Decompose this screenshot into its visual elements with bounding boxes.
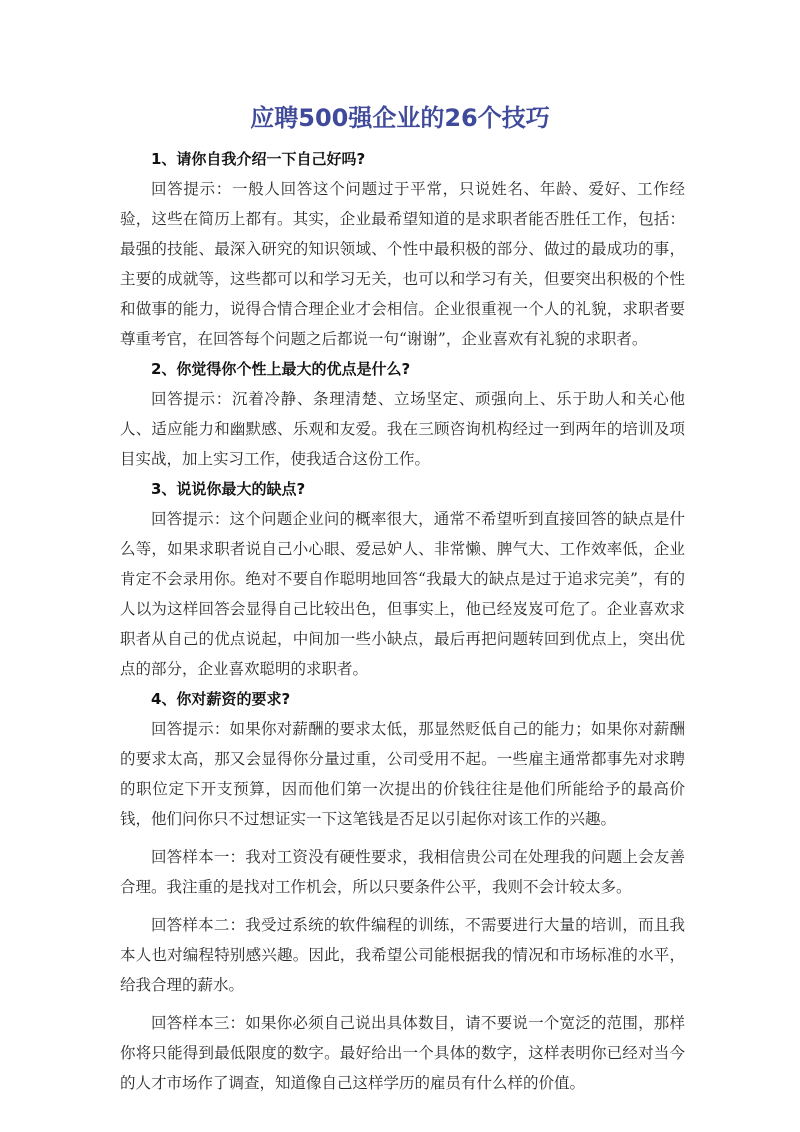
question-heading-2: 2、你觉得你个性上最大的优点是什么? bbox=[151, 360, 411, 378]
answer-paragraph: 回答提示：沉着冷静、条理清楚、立场坚定、顽强向上、乐于助人和关心他人、适应能力和幽默感、乐观和友爱。我在三顾咨询机构经过一到两年的培训及项目实战，加上实习工作，使我适合这份工作。 bbox=[120, 390, 685, 468]
answer-paragraph: 回答提示：一般人回答这个问题过于平常，只说姓名、年龄、爱好、工作经验，这些在简历上都有。其实，企业最希望知道的是求职者能否胜任工作，包括：最强的技能、最深入研究的知识领域、个性中最积极的部分、做过的最成功的事，主要的成就等，这些都可以和学习无关，也可以和学习有关，但要突出积极的个性和做事的能力，说得合情合理企业才会相信。企业很重视一个人的礼貌，求职者要尊重考官，在回答每个问题之后都说一句“谢谢”，企业喜欢有礼貌的求职者。 bbox=[120, 180, 685, 348]
question-heading-4: 4、你对薪资的要求? bbox=[151, 690, 291, 708]
document-body bbox=[120, 144, 685, 1098]
answer-sample-3: 回答样本三：如果你必须自己说出具体数目，请不要说一个宽泛的范围，那样你将只能得到最低限度的数字。最好给出一个具体的数字，这样表明你已经对当今的人才市场作了调查，知道像自己这样学历的雇员有什么样的价值。 bbox=[120, 1014, 685, 1092]
answer-sample-1: 回答样本一：我对工资没有硬性要求，我相信贵公司在处理我的问题上会友善合理。我注重的是找对工作机会，所以只要条件公平，我则不会计较太多。 bbox=[120, 848, 685, 896]
page-title: 应聘500强企业的26个技巧 bbox=[250, 104, 550, 132]
answer-sample-2: 回答样本二：我受过系统的软件编程的训练，不需要进行大量的培训，而且我本人也对编程特别感兴趣。因此，我希望公司能根据我的情况和市场标准的水平，给我合理的薪水。 bbox=[120, 916, 685, 994]
answer-paragraph: 回答提示：如果你对薪酬的要求太低，那显然贬低自己的能力；如果你对薪酬的要求太高，那又会显得你分量过重，公司受用不起。一些雇主通常都事先对求聘的职位定下开支预算，因而他们第一次提出的价钱往往是他们所能给予的最高价钱，他们问你只不过想证实一下这笔钱是否足以引起你对该工作的兴趣。 bbox=[120, 720, 685, 828]
answer-paragraph: 回答提示：这个问题企业问的概率很大，通常不希望听到直接回答的缺点是什么等，如果求职者说自己小心眼、爱忌妒人、非常懒、脾气大、工作效率低，企业肯定不会录用你。绝对不要自作聪明地回答“我最大的缺点是过于追求完美”，有的人以为这样回答会显得自己比较出色，但事实上，他已经岌岌可危了。企业喜欢求职者从自己的优点说起，中间加一些小缺点，最后再把问题转回到优点上，突出优点的部分，企业喜欢聪明的求职者。 bbox=[120, 510, 685, 678]
question-heading-3: 3、说说你最大的缺点? bbox=[151, 480, 306, 498]
question-heading-1: 1、请你自我介绍一下自己好吗? bbox=[151, 150, 366, 168]
